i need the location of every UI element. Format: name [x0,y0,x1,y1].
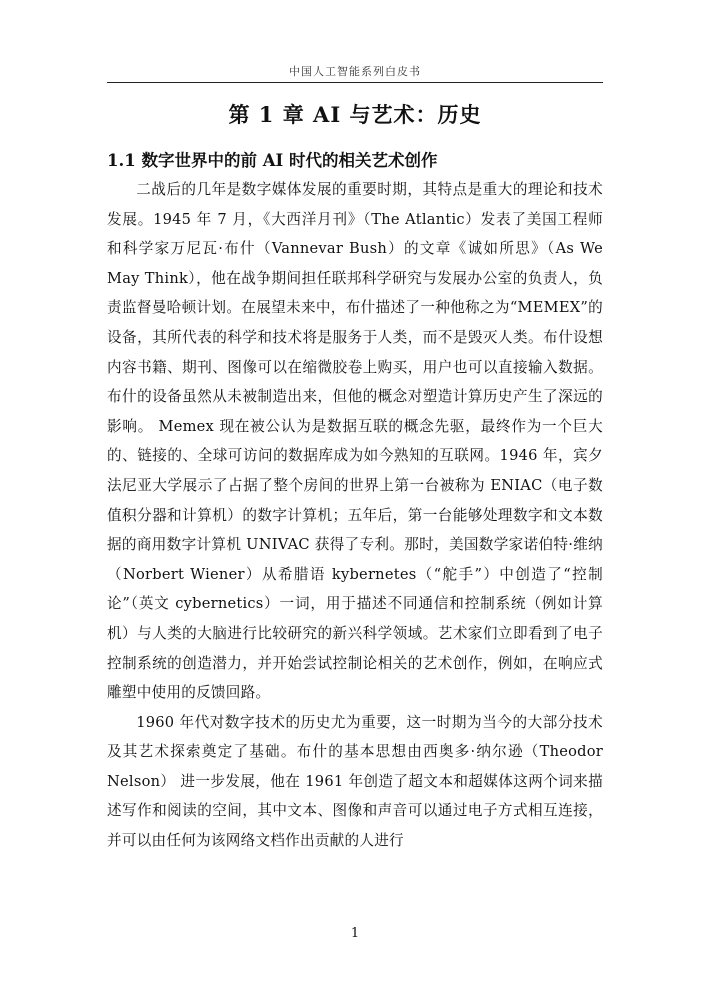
section-title: 1.1 数字世界中的前 AI 时代的相关艺术创作 [107,151,438,170]
header-divider [107,82,603,83]
running-header: 中国人工智能系列白皮书 [289,65,421,78]
chapter-title: 第 1 章 AI 与艺术：历史 [228,102,482,127]
paragraph: 1960 年代对数字技术的历史尤为重要，这一时期为当今的大部分技术及其艺术探索奠定了基础。布什的基本思想由西奥多·纳尔逊（Theodor Nelson） 进一步发展，他在 1961 年创造了超文本和超媒体这两个词来描述写作和阅读的空间，其中文本、图像和声音可以通过电子方式相互连接，并可以由任何为该网络文档作出贡献的人进行 [107,713,603,850]
paragraph: 二战后的几年是数字媒体发展的重要时期，其特点是重大的理论和技术发展。1945 年 7 月，《大西洋月刊》（The Atlantic）发表了美国工程师和科学家万尼瓦·布什（Vannevar Bush）的文章《诚如所思》（As We May Think），他在战争期间担任联邦科学研究与发展办公室的负责人，负责监督曼哈顿计划。在展望未来中，布什描述了一种他称之为“MEMEX”的设备，其所代表的科学和技术将是服务于人类，而不是毁灭人类。布什设想内容书籍、期刊、图像可以在缩微胶卷上购买，用户也可以直接输入数据。布什的设备虽然从未被制造出来，但他的概念对塑造计算历史产生了深远的影响。 Memex 现在被公认为是数据互联的概念先驱，最终作为一个巨大的、链接的、全球可访问的数据库成为如今熟知的互联网。1946 年，宾夕法尼亚大学展示了占据了整个房间的世界上第一台被称为 ENIAC（电子数值积分器和计算机）的数字计算机；五年后，第一台能够处理数字和文本数据的商用数字计算机 UNIVAC 获得了专利。那时，美国数学家诺伯特·维纳（Norbert Wiener）从希腊语 kybernetes（“舵手”）中创造了“控制论”（英文 cybernetics）一词，用于描述不同通信和控制系统（例如计算机）与人类的大脑进行比较研究的新兴科学领域。艺术家们立即看到了电子控制系统的创造潜力，并开始尝试控制论相关的艺术创作，例如，在响应式雕塑中使用的反馈回路。 [107,181,603,702]
body-text [107,175,603,856]
page-number: 1 [350,926,360,941]
